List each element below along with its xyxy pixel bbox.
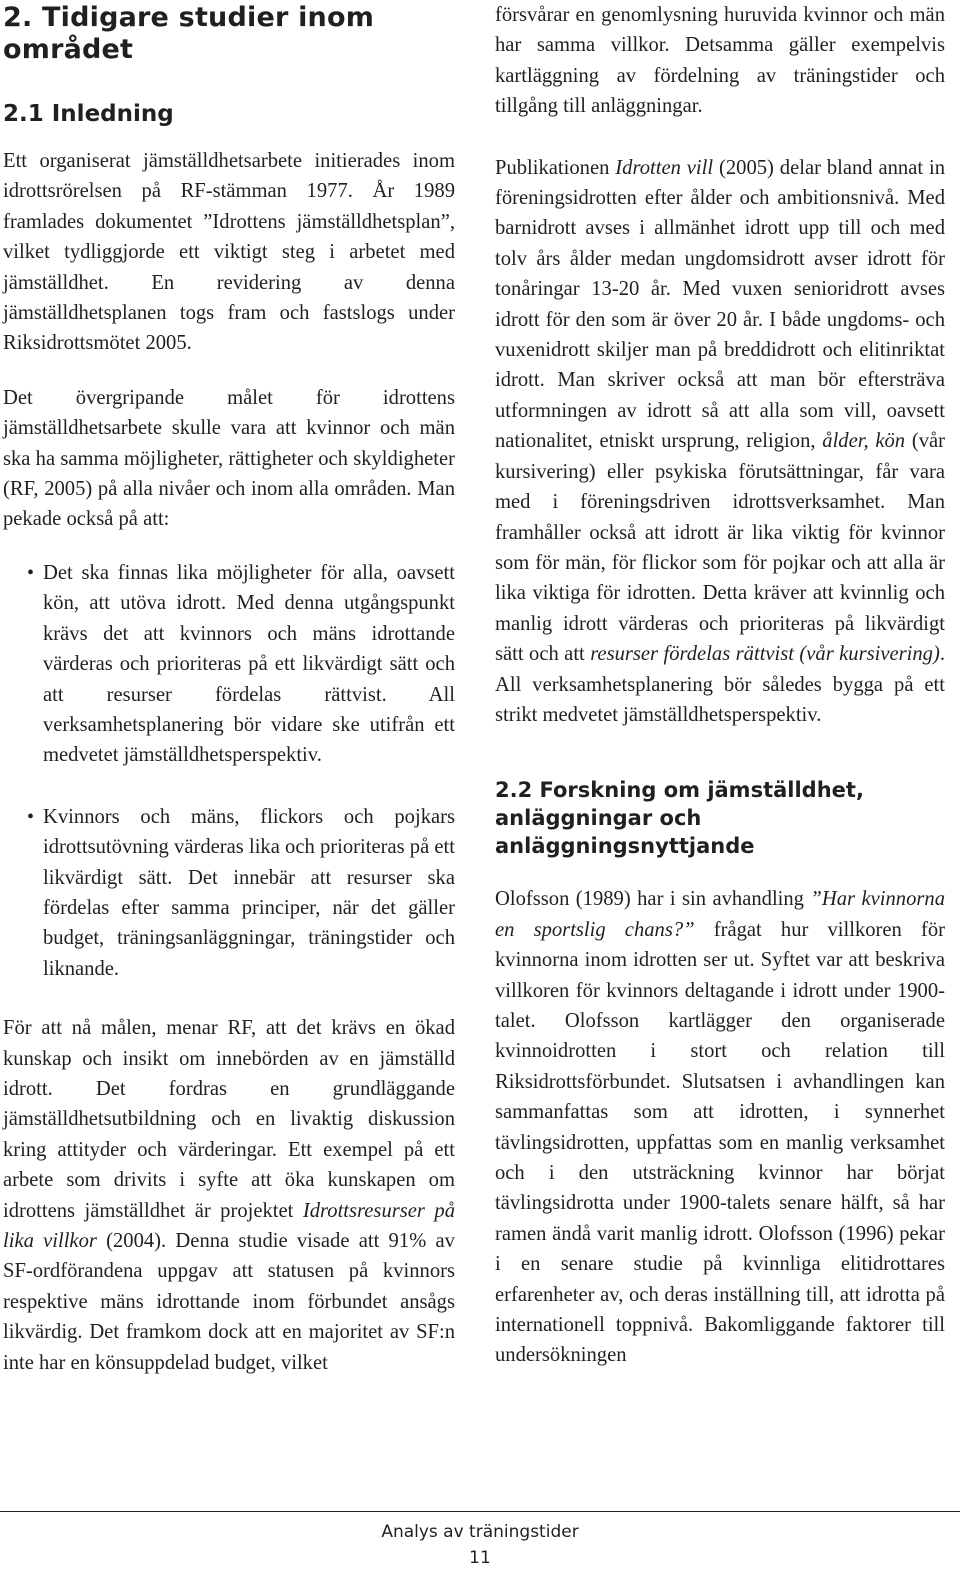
paragraph-knowledge: För att nå målen, menar RF, att det krävs en ökad kunskap och insikt om innebörden av en jämställd idrott. Det fordras en grundläggande jämställdhetsutbildning och en livaktig diskussion kring attityder och värderingar. Ett exempel på ett arbete som drivits i syfte att öka kunskapen om idrottens jämställdhet är projektet Idrottsresurser på lika villkor (2004). Denna studie visade att 91% av SF-ordförandena uppgav att statusen på kvinnors respektive mäns idrottande inom förbundet ansågs likvärdig. Det framkom dock att en majoritet av SF:n inte har en könsuppdelad budget, vilket <box>3 1017 455 1374</box>
section-heading-2-2: 2.2 Forskning om jämställdhet, anläggningar och anläggningsnyttjande <box>495 778 864 859</box>
dissertation-title: ”Har kvinnorna en sportslig chans?” <box>495 888 945 941</box>
paragraph-research: Olofsson (1989) har i sin avhandling ”Har kvinnorna en sportslig chans?” frågat hur villkoren för kvinnorna inom idrotten ser ut. Syftet var att beskriva villkoren för kvinnors deltagande i idrott under 1900-talet. Olofsson kartlägger den organiserade kvinnoidrotten i stort och relation till Riksidrottsförbundet. Slutsatsen i avhandlingen kan sammanfattas som att idrotten, i synnerhet tävlingsidrotten, uppfattas som en manlig verksamhet och i den utsträckning kvinnor har börjat tävlingsidrotta under 1900-talets senare hälft, så har ramen ändå varit manlig idrott. Olofsson (1996) pekar i en senare studie på kvinnliga elitidrottares erfarenheter av, och deras inställning till, att idrotta på internationell toppnivå. Bakomliggande faktorer till undersökningen <box>495 888 945 1367</box>
goal-bullet-list <box>3 558 455 984</box>
right-column <box>495 0 945 1371</box>
project-title: Idrottsresurser på lika villkor <box>3 1199 455 1252</box>
paragraph-continued: försvårar en genomlysning huruvida kvinnor och män har samma villkor. Detsamma gäller exempelvis kartläggning av fördelning av träningstider och tillgång till anläggningar. <box>495 4 945 118</box>
italic-emphasis: ålder, kön <box>822 430 906 453</box>
left-column <box>3 0 455 1378</box>
italic-emphasis: resurser fördelas rättvist (vår kursivering) <box>590 643 940 666</box>
paragraph-publication: Publikationen Idrotten vill (2005) delar bland annat in föreningsidrotten efter ålder och ambitionsnivå. Med barnidrott avses i allmänhet idrott upp till och med tolv års ålder medan ungdomsidrott avser idrott för tonåringar 13-20 år. Med vuxen senioridrott avses idrott för den som är över 20 år. I både ungdoms- och vuxenidrott skiljer man på breddidrott och elitinriktat idrott. Man skriver också att man bör eftersträva utformningen av idrott så att alla som vill, oavsett nationalitet, etniskt ursprung, religion, ålder, kön (vår kursivering) eller psykiska förutsättningar, får vara med i föreningsdriven idrottsverksamhet. Man framhåller också att idrott är lika viktig för kvinnor som för män, för flickor som för pojkar och att alla är lika viktiga för idrotten. Detta kräver att kvinnlig och manlig idrott värderas och prioriteras på likvärdigt sätt och att resurser fördelas rättvist (vår kursivering). All verksamhetsplanering bör således bygga på ett strikt medvetet jämställdhetsperspektiv. <box>495 156 945 726</box>
page-number: 11 <box>469 1548 491 1568</box>
chapter-heading: 2. Tidigare studier inom området <box>3 2 375 65</box>
bullet-item <box>3 802 455 984</box>
section-heading-2-1: 2.1 Inledning <box>3 101 174 127</box>
bullet-text: • Det ska finnas lika möjligheter för alla, oavsett kön, att utöva idrott. Med denna utgångspunkt krävs det att kvinnors och mäns idrottande värderas och prioriteras på ett likvärdigt sätt och att resurser fördelas rättvist. All verksamhetsplanering bör vidare ske utifrån ett medvetet jämställdhetsperspektiv. <box>43 561 455 767</box>
footer-divider <box>0 1511 960 1512</box>
paragraph-intro: Ett organiserat jämställdhetsarbete initierades inom idrottsrörelsen på RF-stämman 1977. År 1989 framlades dokumentet ”Idrottens jämställdhetsplan”, vilket tydliggjorde ett viktigt steg i arbetet med jämställdhet. En revidering av denna jämställdhetsplanen togs fram och fastslogs under Riksidrottsmötet 2005. <box>3 150 455 355</box>
publication-title: Idrotten vill <box>615 156 714 179</box>
footer-title: Analys av träningstider <box>381 1522 579 1542</box>
bullet-item <box>3 558 455 771</box>
paragraph-goal: Det övergripande målet för idrottens jämställdhetsarbete skulle vara att kvinnor och män ska ha samma möjligheter, rättigheter och skyldigheter (RF, 2005) på alla nivåer och inom alla områden. Man pekade också på att: <box>3 386 455 531</box>
bullet-text: • Kvinnors och mäns, flickors och pojkars idrottsutövning värderas lika och prioriteras på ett likvärdigt sätt. Det innebär att resurser ska fördelas efter samma principer, när det gäller budget, träningsanläggningar, träningstider och liknande. <box>43 805 455 980</box>
